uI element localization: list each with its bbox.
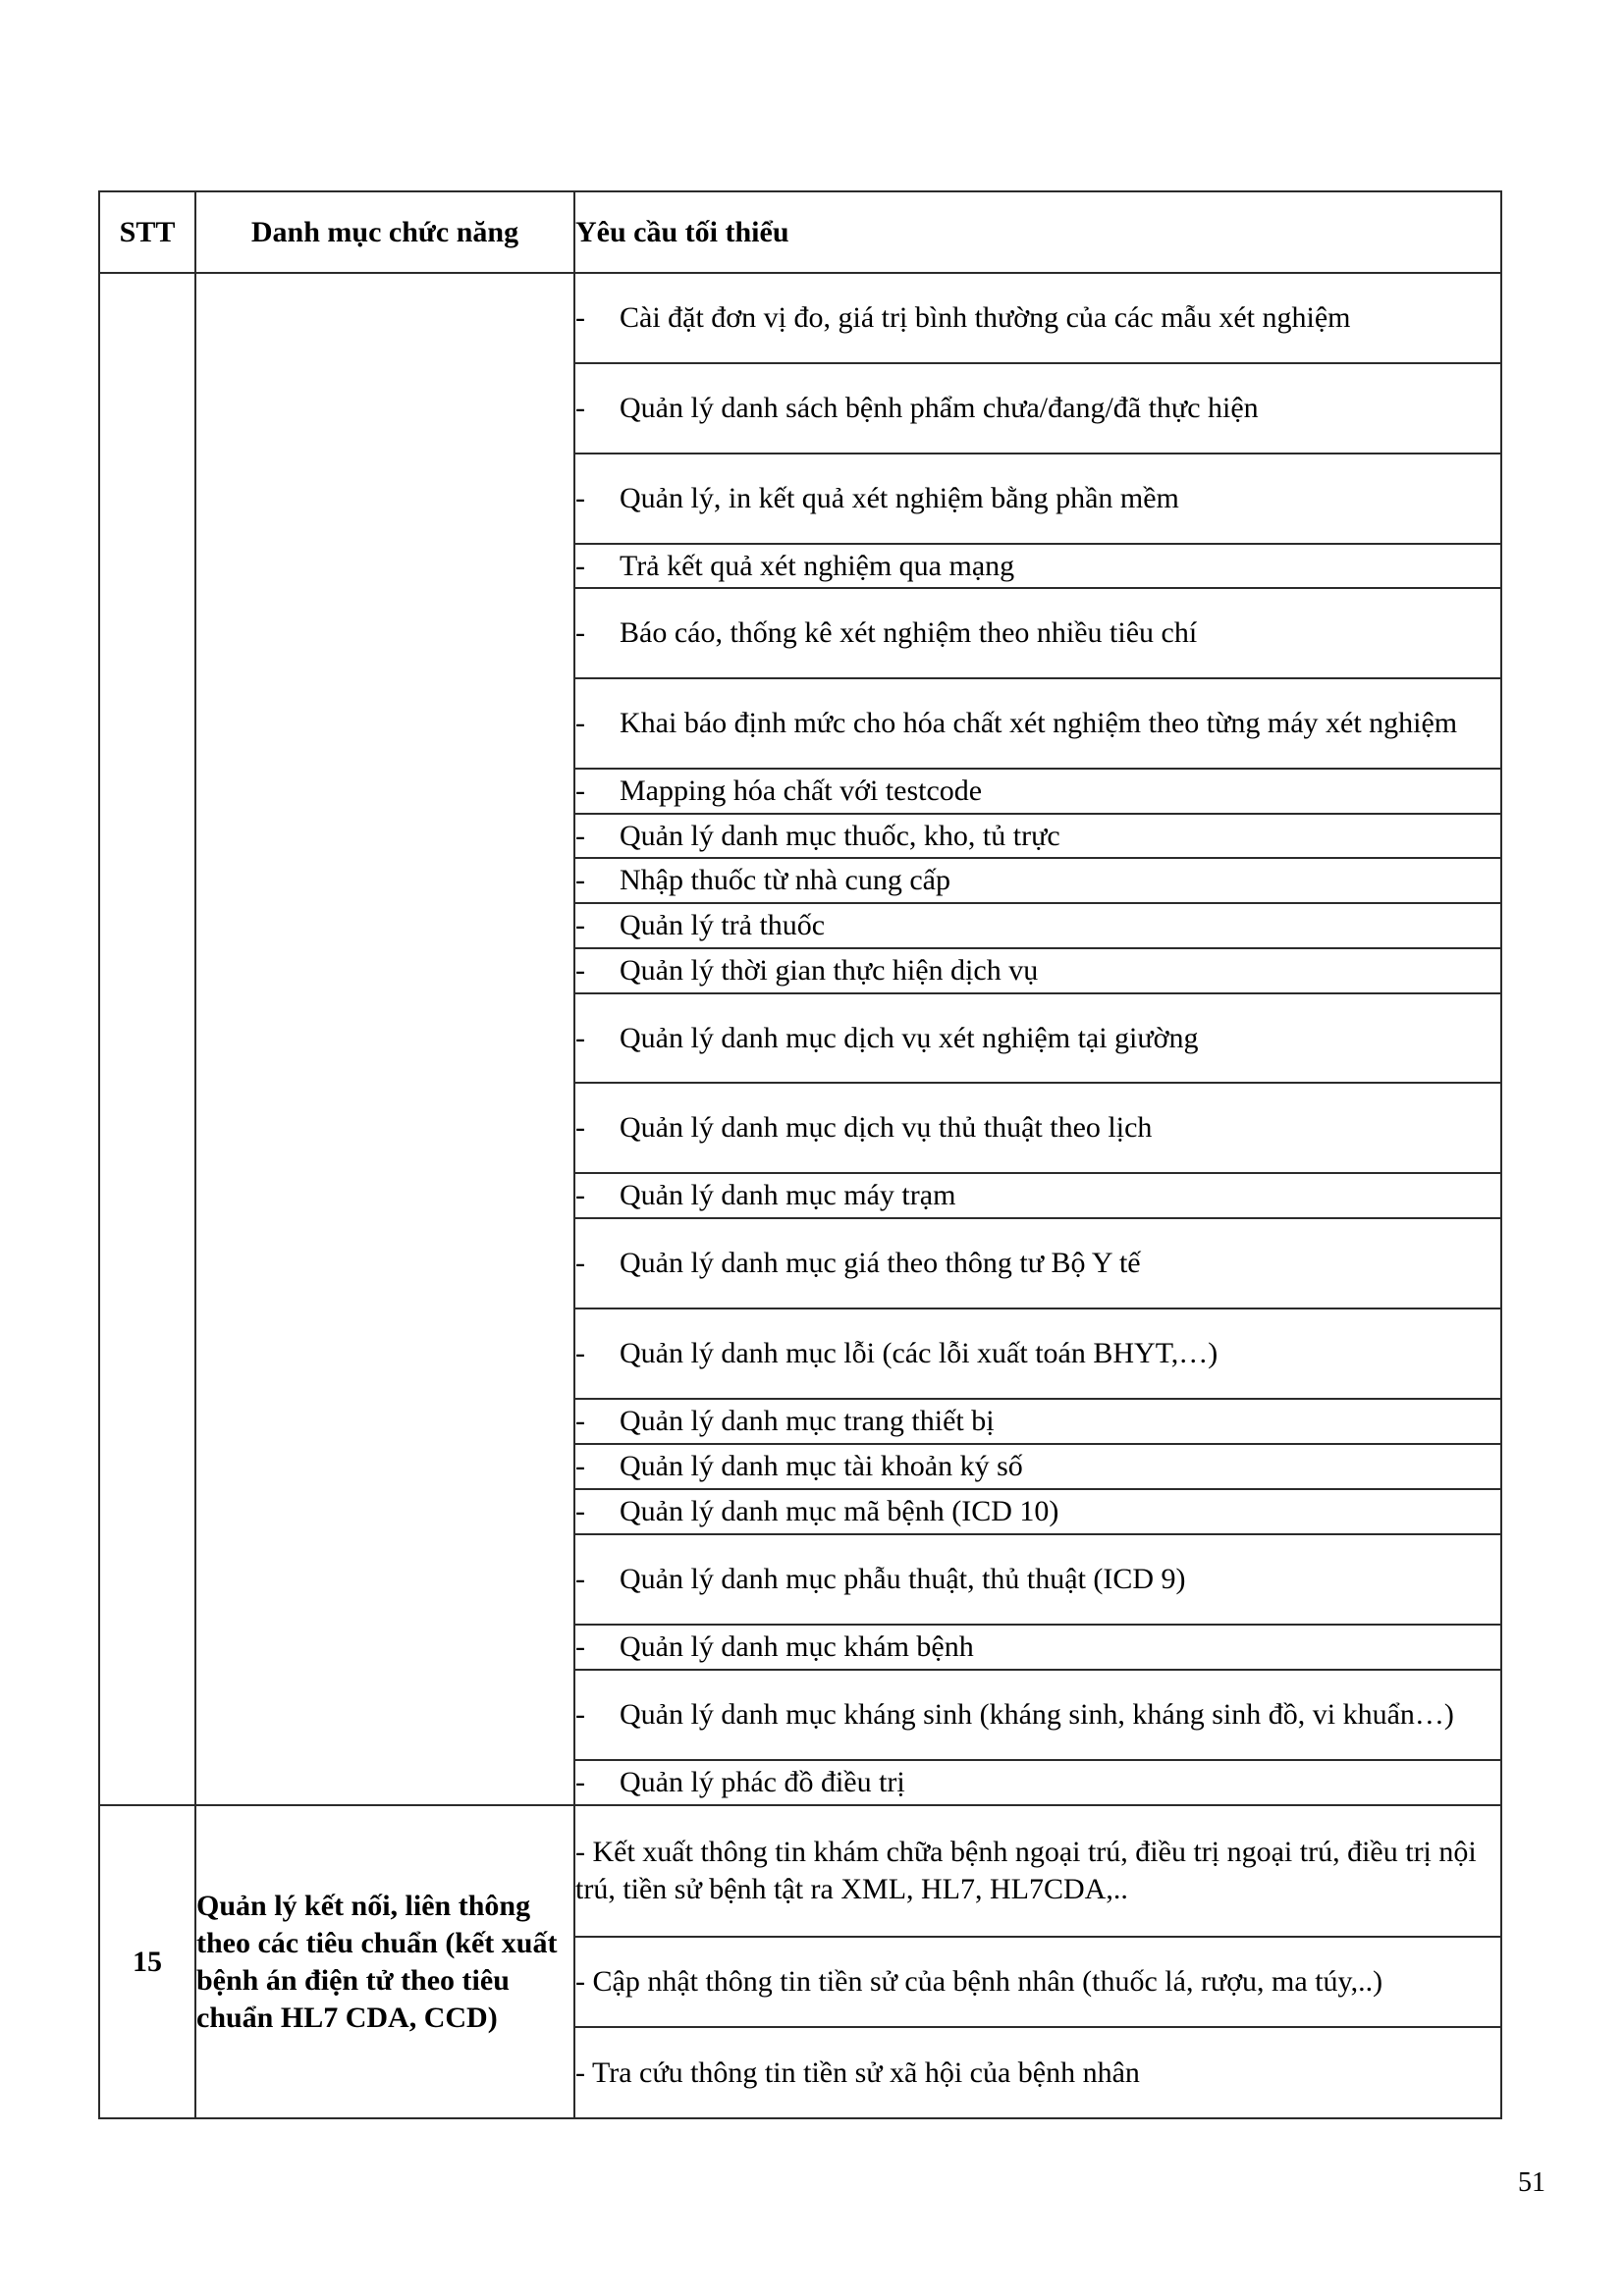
requirement-item: [574, 1625, 1501, 1670]
requirement-text: Báo cáo, thống kê xét nghiệm theo nhiều tiêu chí: [620, 616, 1198, 649]
requirement-item: [574, 454, 1501, 544]
requirement-text: Quản lý phác đồ điều trị: [620, 1766, 905, 1798]
table-header-row: [99, 191, 1501, 273]
bullet-dash: -: [575, 1766, 585, 1798]
requirement-item: [574, 1489, 1501, 1534]
requirement-item: [574, 363, 1501, 454]
requirement-text: Khai báo định mức cho hóa chất xét nghiệm theo từng máy xét nghiệm: [620, 707, 1458, 739]
table-row: [99, 273, 1501, 363]
requirement-text: Quản lý danh mục giá theo thông tư Bộ Y tế: [620, 1247, 1141, 1279]
requirement-item: [574, 1083, 1501, 1173]
page-number: 51: [1518, 2167, 1545, 2198]
requirement-item: [574, 1218, 1501, 1308]
requirement-item: - Cập nhật thông tin tiền sử của bệnh nhân (thuốc lá, rượu, ma túy,..): [574, 1937, 1501, 2027]
bullet-dash: -: [575, 1563, 585, 1595]
requirement-item: [574, 993, 1501, 1083]
requirement-text: Quản lý danh mục kháng sinh (kháng sinh, kháng sinh đồ, vi khuẩn…): [620, 1698, 1454, 1731]
requirement-item: [574, 769, 1501, 814]
requirement-text: Mapping hóa chất với testcode: [620, 774, 983, 807]
bullet-dash: -: [575, 819, 585, 852]
bullet-dash: -: [575, 301, 585, 334]
function-cell: [195, 273, 574, 1805]
stt-cell: 15: [99, 1805, 195, 2118]
bullet-dash: -: [575, 1630, 585, 1663]
bullet-dash: -: [575, 1450, 585, 1482]
bullet-dash: -: [575, 954, 585, 987]
requirement-text: Quản lý danh mục khám bệnh: [620, 1630, 974, 1663]
table-row: [99, 1805, 1501, 1937]
bullet-dash: -: [575, 707, 585, 739]
requirement-item: - Tra cứu thông tin tiền sử xã hội của bệnh nhân: [574, 2027, 1501, 2118]
requirement-text: Quản lý danh mục tài khoản ký số: [620, 1450, 1023, 1482]
requirements-table: [98, 190, 1502, 2119]
requirement-item: [574, 1444, 1501, 1489]
bullet-dash: -: [575, 482, 585, 514]
bullet-dash: -: [575, 909, 585, 941]
bullet-dash: -: [575, 1337, 585, 1369]
bullet-dash: -: [575, 1405, 585, 1437]
requirement-text: Quản lý, in kết quả xét nghiệm bằng phần mềm: [620, 482, 1179, 514]
requirement-item: [574, 1173, 1501, 1218]
requirement-item: [574, 544, 1501, 588]
requirement-text: Nhập thuốc từ nhà cung cấp: [620, 864, 950, 896]
requirement-text: Quản lý danh sách bệnh phẩm chưa/đang/đã thực hiện: [620, 392, 1259, 424]
requirement-text: Quản lý danh mục dịch vụ thủ thuật theo lịch: [620, 1111, 1153, 1144]
requirement-text: Quản lý danh mục mã bệnh (ICD 10): [620, 1495, 1059, 1527]
requirement-item: [574, 1534, 1501, 1625]
bullet-dash: -: [575, 549, 585, 582]
bullet-dash: -: [575, 1698, 585, 1731]
stt-cell: [99, 273, 195, 1805]
bullet-dash: -: [575, 392, 585, 424]
requirement-item: [574, 1670, 1501, 1760]
requirement-text: Quản lý danh mục lỗi (các lỗi xuất toán BHYT,…): [620, 1337, 1218, 1369]
requirement-text: Quản lý thời gian thực hiện dịch vụ: [620, 954, 1039, 987]
requirement-text: Quản lý danh mục thuốc, kho, tủ trực: [620, 819, 1060, 852]
function-cell: Quản lý kết nối, liên thông theo các tiêu chuẩn (kết xuất bệnh án điện tử theo tiêu chuẩn HL7 CDA, CCD): [195, 1805, 574, 2118]
requirement-text: Trả kết quả xét nghiệm qua mạng: [620, 549, 1015, 582]
bullet-dash: -: [575, 774, 585, 807]
requirement-item: [574, 1760, 1501, 1805]
header-function: Danh mục chức năng: [195, 191, 574, 273]
requirement-item: [574, 814, 1501, 858]
requirement-text: Quản lý trả thuốc: [620, 909, 826, 941]
requirement-text: Quản lý danh mục dịch vụ xét nghiệm tại giường: [620, 1021, 1199, 1054]
requirement-item: [574, 858, 1501, 903]
bullet-dash: -: [575, 1179, 585, 1211]
requirement-text: Quản lý danh mục trang thiết bị: [620, 1405, 995, 1437]
bullet-dash: -: [575, 1247, 585, 1279]
requirement-text: Cài đặt đơn vị đo, giá trị bình thường của các mẫu xét nghiệm: [620, 301, 1351, 334]
header-stt: STT: [99, 191, 195, 273]
bullet-dash: -: [575, 864, 585, 896]
requirement-text: Quản lý danh mục máy trạm: [620, 1179, 956, 1211]
requirement-item: [574, 948, 1501, 993]
bullet-dash: -: [575, 1495, 585, 1527]
requirement-item: [574, 588, 1501, 678]
bullet-dash: -: [575, 616, 585, 649]
requirement-item: [574, 903, 1501, 948]
header-requirements: Yêu cầu tối thiểu: [574, 191, 1501, 273]
bullet-dash: -: [575, 1021, 585, 1054]
requirement-item: [574, 273, 1501, 363]
requirement-item: [574, 678, 1501, 769]
bullet-dash: -: [575, 1111, 585, 1144]
requirement-item: [574, 1308, 1501, 1399]
requirement-item: [574, 1399, 1501, 1444]
requirement-item: - Kết xuất thông tin khám chữa bệnh ngoại trú, điều trị ngoại trú, điều trị nội trú, tiền sử bệnh tật ra XML, HL7, HL7CDA,..: [574, 1805, 1501, 1937]
requirement-text: Quản lý danh mục phẫu thuật, thủ thuật (ICD 9): [620, 1563, 1186, 1595]
